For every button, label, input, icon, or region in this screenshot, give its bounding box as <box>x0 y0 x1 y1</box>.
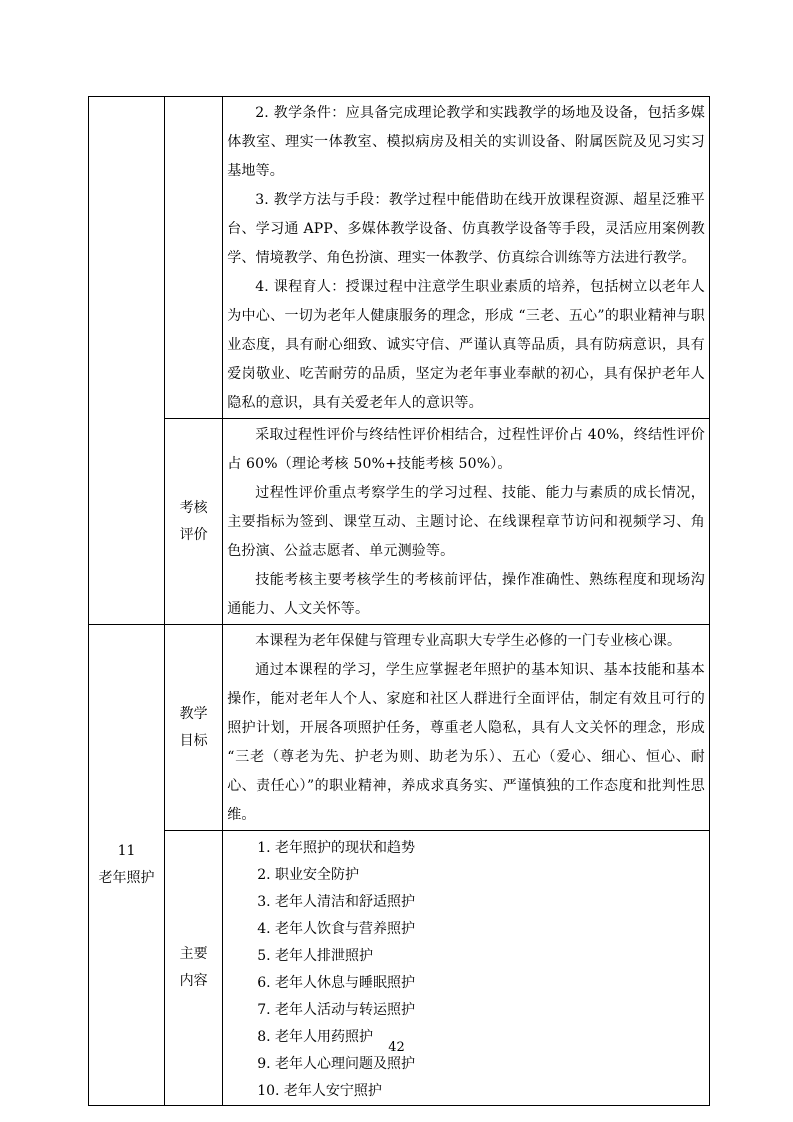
content-list <box>223 831 709 1105</box>
table-row <box>89 831 710 1106</box>
list-item: 3. 老年人清洁和舒适照护 <box>257 894 415 910</box>
prev-course-cell <box>89 97 165 625</box>
goal-content <box>223 625 710 831</box>
table-row <box>89 419 710 625</box>
paragraph: 本课程为老年保健与管理专业高职大专学生必修的一门专业核心课。 <box>255 633 682 649</box>
list-item: 10. 老年人安宁照护 <box>257 1083 382 1099</box>
table-row <box>89 97 710 419</box>
page-number: 42 <box>388 1040 405 1055</box>
paragraph: 采取过程性评价与终结性评价相结合，过程性评价占 40%，终结性评价占 60%（理论考核 50%+技能考核 50%）。 <box>227 427 705 472</box>
content-label: 主要 内容 <box>165 831 223 1106</box>
table-row <box>89 625 710 831</box>
list-item: 9. 老年人心理问题及照护 <box>257 1056 415 1072</box>
paragraph: 技能考核主要考核学生的考核前评估，操作准确性、熟练程度和现场沟通能力、人文关怀等。 <box>227 572 705 617</box>
list-item: 7. 老年人活动与转运照护 <box>257 1002 415 1018</box>
list-item: 5. 老年人排泄照护 <box>257 948 373 964</box>
list-item: 4. 老年人饮食与营养照护 <box>257 921 415 937</box>
prev-content-cell <box>223 97 710 419</box>
prev-label-cell <box>165 97 223 419</box>
course-name-cell <box>89 625 165 1106</box>
list-item: 8. 老年人用药照护 <box>257 1029 373 1045</box>
paragraph: 4. 课程育人：授课过程中注意学生职业素质的培养，包括树立以老年人为中心、一切为老年人健康服务的理念，形成 “三老、五心”的职业精神与职业态度，具有耐心细致、诚实守信、严谨认真等品质，具有防病意识，具有爱岗敬业、吃苦耐劳的品质，坚定为老年事业奉献的初心，具有保护老年人隐私的意识，具有关爱老年人的意识等。 <box>227 279 705 411</box>
paragraph: 通过本课程的学习，学生应掌握老年照护的基本知识、基本技能和基本操作，能对老年人个人、家庭和社区人群进行全面评估，制定有效且可行的照护计划，开展各项照护任务，尊重老人隐私，具有人文关怀的理念，形成 “三老（尊老为先、护老为则、助老为乐）、五心（爱心、细心、恒心、耐心、责任心）”的职业精神，养成求真务实、严谨慎独的工作态度和批判性思维。 <box>227 662 705 823</box>
assessment-content <box>223 419 710 625</box>
goal-label: 教学 目标 <box>165 625 223 831</box>
assessment-label: 考核 评价 <box>165 419 223 625</box>
list-item: 2. 职业安全防护 <box>257 867 359 883</box>
paragraph: 2. 教学条件：应具备完成理论教学和实践教学的场地及设备，包括多媒体教室、理实一体教室、模拟病房及相关的实训设备、附属医院及见习实习基地等。 <box>227 105 705 179</box>
course-number: 11 <box>117 843 136 859</box>
paragraph: 过程性评价重点考察学生的学习过程、技能、能力与素质的成长情况，主要指标为签到、课堂互动、主题讨论、在线课程章节访问和视频学习、角色扮演、公益志愿者、单元测验等。 <box>227 485 705 559</box>
course-table <box>88 96 710 1106</box>
paragraph: 3. 教学方法与手段：教学过程中能借助在线开放课程资源、超星泛雅平台、学习通 APP、多媒体教学设备、仿真教学设备等手段，灵活应用案例教学、情境教学、角色扮演、理实一体教学、仿真综合训练等方法进行教学。 <box>227 192 705 266</box>
course-name: 老年照护 <box>98 870 155 886</box>
content-list-cell <box>223 831 710 1106</box>
list-item: 1. 老年照护的现状和趋势 <box>257 840 415 856</box>
list-item: 6. 老年人休息与睡眠照护 <box>257 975 415 991</box>
